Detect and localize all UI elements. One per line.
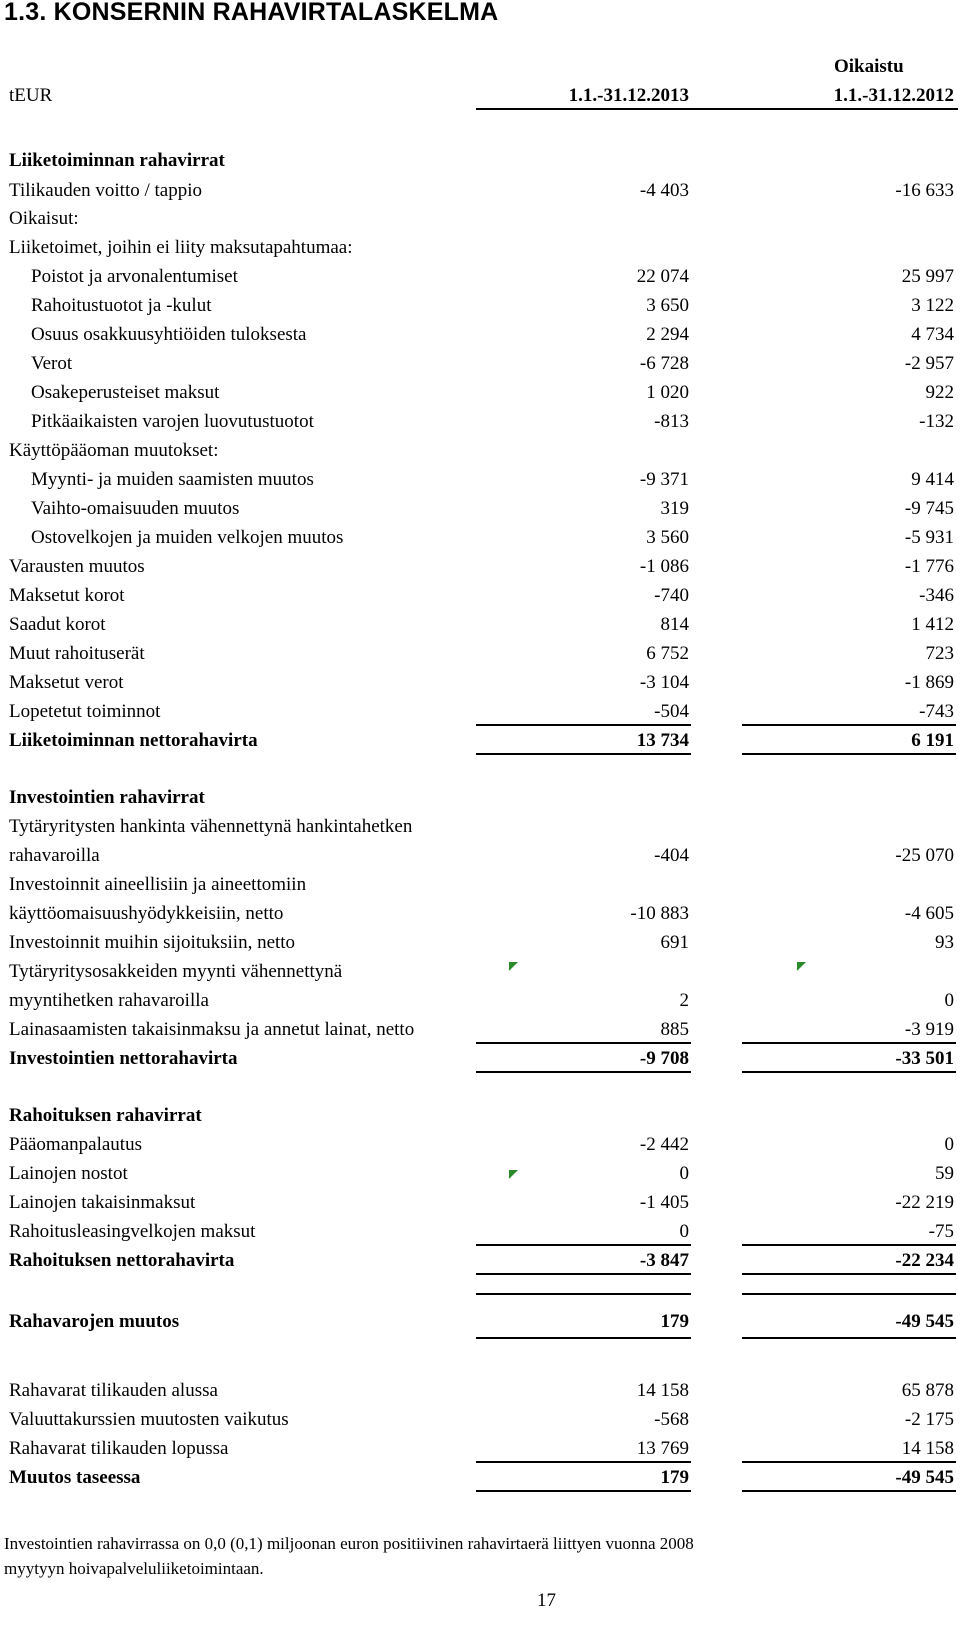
row-label: Myynti- ja muiden saamisten muutos bbox=[31, 469, 314, 490]
row-label: rahavaroilla bbox=[9, 845, 100, 866]
value-2013: 1 020 bbox=[646, 382, 689, 403]
value-2013: -9 708 bbox=[639, 1048, 689, 1069]
row-label: Lopetetut toiminnot bbox=[9, 701, 161, 722]
col2-header: 1.1.-31.12.2012 bbox=[833, 85, 954, 106]
value-2013: 14 158 bbox=[636, 1380, 689, 1401]
table-row bbox=[0, 291, 960, 320]
value-2013: -10 883 bbox=[630, 903, 689, 924]
value-2013: -6 728 bbox=[639, 353, 689, 374]
rule-line bbox=[476, 1071, 691, 1073]
table-row bbox=[0, 1044, 960, 1073]
rule-line bbox=[742, 1293, 956, 1295]
value-2013: 179 bbox=[660, 1467, 689, 1488]
value-2013: 814 bbox=[660, 614, 689, 635]
row-label: Lainojen takaisinmaksut bbox=[9, 1192, 196, 1213]
row-label: Varausten muutos bbox=[9, 556, 145, 577]
row-label: Tytäryritysten hankinta vähennettynä hankintahetken bbox=[9, 816, 413, 837]
table-row bbox=[0, 1015, 960, 1044]
table-row bbox=[0, 639, 960, 668]
table-row bbox=[0, 928, 960, 957]
table-row bbox=[0, 233, 960, 262]
value-2013: -3 847 bbox=[639, 1250, 689, 1271]
table-row bbox=[0, 262, 960, 291]
table-row bbox=[0, 783, 960, 812]
value-2012: 9 414 bbox=[911, 469, 954, 490]
row-label: Pääomanpalautus bbox=[9, 1134, 142, 1155]
row-label: Tytäryritysosakkeiden myynti vähennettynä bbox=[9, 961, 343, 982]
value-2012: 0 bbox=[944, 1134, 954, 1155]
row-label: Rahoitustuotot ja -kulut bbox=[31, 295, 212, 316]
row-label: Rahoituksen nettorahavirta bbox=[9, 1250, 235, 1271]
value-2013: 22 074 bbox=[636, 266, 689, 287]
rule-line bbox=[742, 724, 956, 726]
value-2013: 319 bbox=[660, 498, 689, 519]
table-row bbox=[0, 986, 960, 1015]
row-label: Lainasaamisten takaisinmaksu ja annetut lainat, netto bbox=[9, 1019, 415, 1040]
value-2013: 6 752 bbox=[646, 643, 689, 664]
row-label: Käyttöpääoman muutokset: bbox=[9, 440, 219, 461]
value-2012: 93 bbox=[935, 932, 954, 953]
rule-line bbox=[742, 1337, 956, 1339]
table-row bbox=[0, 1101, 960, 1130]
row-label: Muutos taseessa bbox=[9, 1467, 141, 1488]
value-2012: -16 633 bbox=[895, 180, 954, 201]
row-label: Liiketoimet, joihin ei liity maksutapahtumaa: bbox=[9, 237, 353, 258]
row-label: Vaihto-omaisuuden muutos bbox=[31, 498, 240, 519]
row-label: Valuuttakurssien muutosten vaikutus bbox=[9, 1409, 289, 1430]
row-label: Maksetut korot bbox=[9, 585, 125, 606]
value-2012: -33 501 bbox=[895, 1048, 954, 1069]
value-2012: -75 bbox=[928, 1221, 954, 1242]
row-label: Maksetut verot bbox=[9, 672, 124, 693]
value-2012: 6 191 bbox=[911, 730, 954, 751]
value-2013: -2 442 bbox=[639, 1134, 689, 1155]
value-2013: -4 403 bbox=[639, 180, 689, 201]
value-2012: 922 bbox=[925, 382, 954, 403]
table-row bbox=[0, 1307, 960, 1336]
table-row bbox=[0, 1376, 960, 1405]
value-2012: 0 bbox=[944, 990, 954, 1011]
row-label: Saadut korot bbox=[9, 614, 106, 635]
table-row bbox=[0, 1217, 960, 1246]
row-label: Lainojen nostot bbox=[9, 1163, 128, 1184]
row-label: Rahoitusleasingvelkojen maksut bbox=[9, 1221, 256, 1242]
value-2012: 3 122 bbox=[911, 295, 954, 316]
rule-line bbox=[476, 1490, 691, 1492]
value-2012: -9 745 bbox=[904, 498, 954, 519]
table-row bbox=[0, 465, 960, 494]
table-row bbox=[0, 1130, 960, 1159]
table-row bbox=[0, 1434, 960, 1463]
value-2013: 179 bbox=[660, 1311, 689, 1332]
row-label: Rahavarojen muutos bbox=[9, 1311, 180, 1332]
table-row bbox=[0, 1159, 960, 1188]
table-row bbox=[0, 1463, 960, 1492]
page-number: 17 bbox=[537, 1590, 556, 1611]
value-2013: -740 bbox=[654, 585, 689, 606]
section-heading: Rahoituksen rahavirrat bbox=[9, 1105, 202, 1126]
row-label: Osakeperusteiset maksut bbox=[31, 382, 220, 403]
value-2012: 59 bbox=[935, 1163, 954, 1184]
table-row bbox=[0, 407, 960, 436]
value-2012: -743 bbox=[919, 701, 954, 722]
table-row bbox=[0, 841, 960, 870]
table-row bbox=[0, 320, 960, 349]
rule-line bbox=[742, 1244, 956, 1246]
rule-line bbox=[742, 753, 956, 755]
row-label: Pitkäaikaisten varojen luovutustuotot bbox=[31, 411, 314, 432]
value-2013: 3 650 bbox=[646, 295, 689, 316]
rule-line bbox=[742, 1490, 956, 1492]
table-row bbox=[0, 349, 960, 378]
value-2012: -2 175 bbox=[904, 1409, 954, 1430]
row-label: Tilikauden voitto / tappio bbox=[9, 180, 202, 201]
value-2012: -49 545 bbox=[895, 1311, 954, 1332]
page-title: 1.3. KONSERNIN RAHAVIRTALASKELMA bbox=[4, 0, 499, 26]
value-2013: -504 bbox=[654, 701, 689, 722]
row-label: Investointien nettorahavirta bbox=[9, 1048, 238, 1069]
value-2012: -3 919 bbox=[904, 1019, 954, 1040]
row-label: käyttöomaisuushyödykkeisiin, netto bbox=[9, 903, 284, 924]
value-2012: 25 997 bbox=[901, 266, 954, 287]
table-row bbox=[0, 1405, 960, 1434]
value-2013: -813 bbox=[654, 411, 689, 432]
rule-line bbox=[476, 1244, 691, 1246]
value-2013: 2 bbox=[679, 990, 689, 1011]
value-2013: 885 bbox=[660, 1019, 689, 1040]
section-heading: Investointien rahavirrat bbox=[9, 787, 205, 808]
value-2013: -1 086 bbox=[639, 556, 689, 577]
value-2012: -25 070 bbox=[895, 845, 954, 866]
value-2012: 14 158 bbox=[901, 1438, 954, 1459]
cell-note-marker bbox=[509, 962, 518, 971]
value-2012: 1 412 bbox=[911, 614, 954, 635]
value-2013: 0 bbox=[679, 1221, 689, 1242]
value-2013: 2 294 bbox=[646, 324, 689, 345]
row-label: Poistot ja arvonalentumiset bbox=[31, 266, 238, 287]
table-row bbox=[0, 697, 960, 726]
value-2012: -4 605 bbox=[904, 903, 954, 924]
rule-line bbox=[476, 1461, 691, 1463]
rule-line bbox=[742, 1273, 956, 1275]
footnote-line-1: Investointien rahavirrassa on 0,0 (0,1) miljoonan euron positiivinen rahavirtaerä liittyen vuonna 2008 bbox=[4, 1534, 694, 1553]
col2-note: Oikaistu bbox=[834, 56, 904, 77]
value-2013: -404 bbox=[654, 845, 689, 866]
header-underline bbox=[476, 108, 958, 110]
rule-line bbox=[742, 1071, 956, 1073]
cell-note-marker bbox=[509, 1170, 518, 1179]
rule-line bbox=[476, 753, 691, 755]
rule-line bbox=[742, 1042, 956, 1044]
table-row bbox=[0, 581, 960, 610]
value-2012: -5 931 bbox=[904, 527, 954, 548]
table-row bbox=[0, 146, 960, 175]
footnote-line-2: myytyyn hoivapalveluliiketoimintaan. bbox=[4, 1559, 264, 1578]
row-label: myyntihetken rahavaroilla bbox=[9, 990, 209, 1011]
row-label: Investoinnit aineellisiin ja aineettomiin bbox=[9, 874, 307, 895]
row-label: Rahavarat tilikauden alussa bbox=[9, 1380, 218, 1401]
table-row bbox=[0, 610, 960, 639]
value-2013: 691 bbox=[660, 932, 689, 953]
rule-line bbox=[476, 1293, 691, 1295]
row-label: Investoinnit muihin sijoituksiin, netto bbox=[9, 932, 296, 953]
table-row bbox=[0, 899, 960, 928]
table-row bbox=[0, 523, 960, 552]
row-label: Osuus osakkuusyhtiöiden tuloksesta bbox=[31, 324, 307, 345]
value-2013: 13 734 bbox=[636, 730, 689, 751]
table-row bbox=[0, 436, 960, 465]
value-2012: 65 878 bbox=[901, 1380, 954, 1401]
table-row bbox=[0, 812, 960, 841]
row-label: Muut rahoituserät bbox=[9, 643, 145, 664]
rule-line bbox=[476, 724, 691, 726]
value-2013: 13 769 bbox=[636, 1438, 689, 1459]
table-row bbox=[0, 494, 960, 523]
value-2012: -49 545 bbox=[895, 1467, 954, 1488]
table-row bbox=[0, 1188, 960, 1217]
value-2012: -1 776 bbox=[904, 556, 954, 577]
value-2012: -132 bbox=[919, 411, 954, 432]
table-row bbox=[0, 378, 960, 407]
value-2012: 723 bbox=[925, 643, 954, 664]
table-row bbox=[0, 552, 960, 581]
table-row bbox=[0, 668, 960, 697]
rule-line bbox=[476, 1042, 691, 1044]
table-row bbox=[0, 176, 960, 205]
row-label: Ostovelkojen ja muiden velkojen muutos bbox=[31, 527, 344, 548]
value-2012: -1 869 bbox=[904, 672, 954, 693]
value-2013: 0 bbox=[679, 1163, 689, 1184]
row-label: Rahavarat tilikauden lopussa bbox=[9, 1438, 229, 1459]
table-row bbox=[0, 204, 960, 233]
rule-line bbox=[476, 1273, 691, 1275]
value-2012: -2 957 bbox=[904, 353, 954, 374]
value-2012: -22 234 bbox=[895, 1250, 954, 1271]
rule-line bbox=[742, 1461, 956, 1463]
row-label: Verot bbox=[31, 353, 73, 374]
rule-line bbox=[476, 1337, 691, 1339]
row-label: Liiketoiminnan nettorahavirta bbox=[9, 730, 258, 751]
value-2012: -346 bbox=[919, 585, 954, 606]
value-2012: 4 734 bbox=[911, 324, 954, 345]
section-heading: Liiketoiminnan rahavirrat bbox=[9, 150, 225, 171]
value-2013: -568 bbox=[654, 1409, 689, 1430]
cell-note-marker bbox=[797, 962, 806, 971]
col1-header: 1.1.-31.12.2013 bbox=[568, 85, 689, 106]
value-2013: -1 405 bbox=[639, 1192, 689, 1213]
table-row bbox=[0, 726, 960, 755]
unit-label: tEUR bbox=[9, 85, 53, 106]
table-row bbox=[0, 1246, 960, 1275]
value-2013: 3 560 bbox=[646, 527, 689, 548]
value-2013: -9 371 bbox=[639, 469, 689, 490]
row-label: Oikaisut: bbox=[9, 208, 79, 229]
table-row bbox=[0, 870, 960, 899]
value-2012: -22 219 bbox=[895, 1192, 954, 1213]
value-2013: -3 104 bbox=[639, 672, 689, 693]
table-row bbox=[0, 957, 960, 986]
